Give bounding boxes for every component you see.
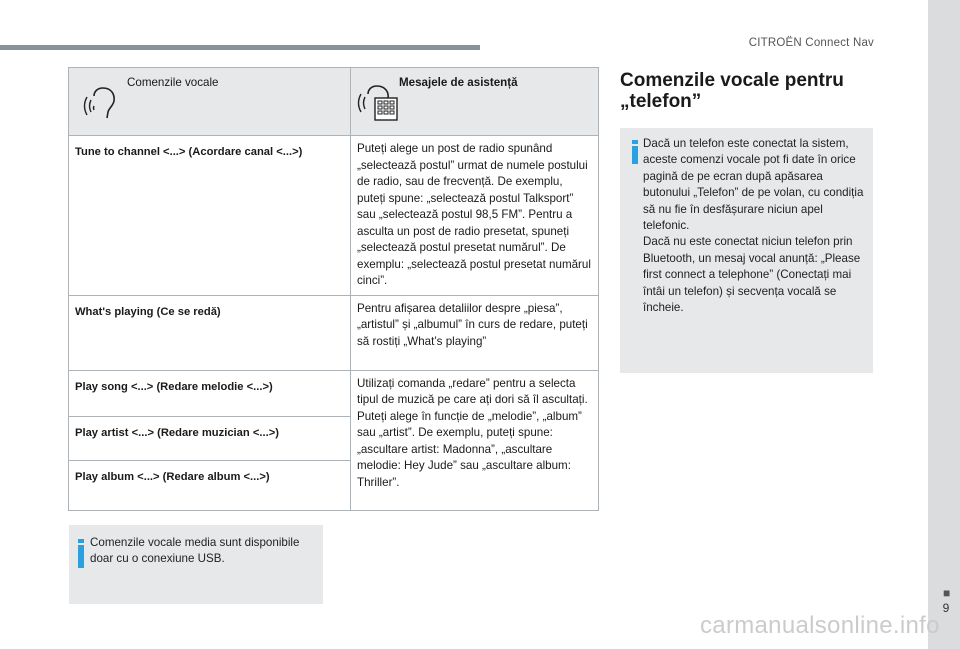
watermark: carmanualsonline.info: [700, 612, 940, 639]
table-row: [69, 370, 599, 416]
description-cell: Pentru afișarea detaliilor despre „piesa”, „artistul” și „albumul” în curs de redare, puteți să rostiți „What’s playing”: [351, 295, 599, 370]
page-marker: ■: [943, 586, 951, 600]
command-cell: Play artist <...> (Redare muzician <...>): [69, 416, 351, 460]
column-header-commands: [69, 68, 351, 136]
info-icon: [78, 539, 84, 568]
command-cell: What's playing (Ce se redă): [69, 295, 351, 370]
voice-assistance-icon: [357, 82, 397, 122]
header-title: CITROËN Connect Nav: [748, 37, 874, 49]
column-label-messages: Mesajele de asistență: [399, 76, 518, 89]
command-cell: Tune to channel <...> (Acordare canal <...>): [69, 136, 351, 296]
column-header-messages: [351, 68, 599, 136]
phone-section-title: Comenzile vocale pentru „telefon”: [620, 70, 844, 112]
column-label-commands: Comenzile vocale: [127, 76, 219, 89]
phone-info-note: [620, 128, 873, 373]
media-note-text: Comenzile vocale media sunt disponibile doar cu o conexiune USB.: [90, 536, 300, 566]
voice-command-icon: [81, 84, 121, 124]
table-row: [69, 136, 599, 296]
media-info-note: [69, 525, 323, 604]
table-row: [69, 295, 599, 370]
page-edge-band: [928, 0, 960, 649]
page-number: 9: [942, 601, 950, 615]
info-icon: [632, 140, 638, 164]
description-cell: Puteți alege un post de radio spunând „selectează postul” urmat de numele postului de radio, sau de frecvență. De exemplu, puteți spune: „selectează postul Talksport” sau „selectează postul 98,5 FM”. Pentru a asculta un post de radio presetat, spuneți „selectează postul presetat numărul”. De exemplu: „selectează postul presetat numărul cinci”.: [351, 136, 599, 296]
command-cell: Play song <...> (Redare melodie <...>): [69, 370, 351, 416]
command-cell: Play album <...> (Redare album <...>): [69, 460, 351, 510]
phone-note-text: Dacă un telefon este conectat la sistem, aceste comenzi vocale pot fi date în orice pagină de pe ecran după apăsarea butonului „Telefon” de pe volan, cu condiția să nu fie în desfășurare niciun apel telefonic. Dacă nu este conectat niciun telefon prin Bluetooth, un mesaj vocal anunță: „Please first connect a telephone” (Conectați mai întâi un telefon) și secvența vocală se încheie.: [643, 137, 864, 315]
description-cell: Utilizați comanda „redare” pentru a selecta tipul de muzică pe care ați dori să îl ascultați. Puteți alege în funcție de „melodie”, „album” sau „artist”. De exemplu, puteți spune: „ascultare artist: Madonna”, „ascultare melodie: Hey Jude” sau „ascultare album: Thriller”.: [351, 370, 599, 510]
voice-commands-table: [68, 67, 599, 511]
header-rule: [0, 45, 480, 50]
